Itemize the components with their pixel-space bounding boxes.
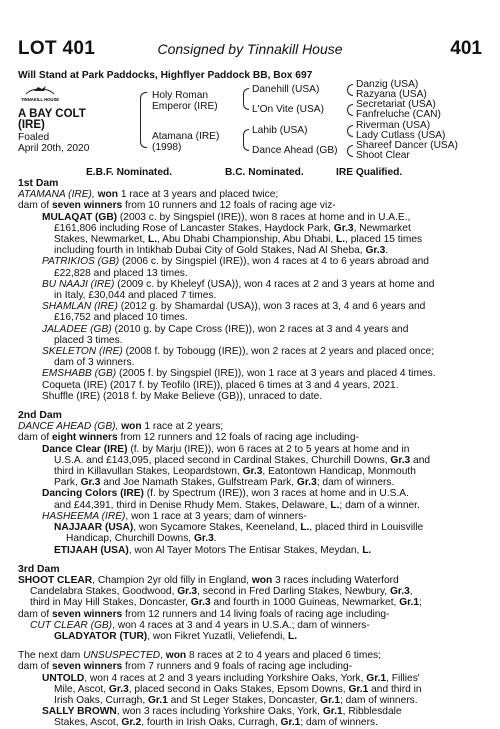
bracket-ss: [347, 84, 353, 96]
section-title-first-dam: 1st Dam: [18, 178, 59, 189]
produce-sally-brown-cont: Stakes, Ascot, Gr.2, fourth in Irish Oaks, Curragh, Gr.1; dam of winners.: [54, 717, 378, 729]
tinnakill-house-logo: [20, 84, 60, 104]
produce-untold-cont: Irish Oaks, Curragh, Gr.1 and St Leger Stakes, Doncaster, Gr.1; dam of winners.: [54, 694, 418, 706]
foaled-label: Foaled: [18, 132, 50, 143]
ped-sdd: Fanfreluche (CAN): [356, 109, 441, 120]
produce-cut-clear: CUT CLEAR (GB), won 4 races at 3 and 4 years in U.S.A.; dam of winners-: [30, 619, 370, 631]
produce-patrikios-cont: £22,828 and placed 13 times.: [54, 267, 188, 279]
produce-etijaah: ETIJAAH (USA), won Al Tayer Motors The Entisar Stakes, Meydan, L.: [54, 544, 372, 556]
qualification-bc: B.C. Nominated.: [225, 167, 304, 178]
ped-sss: Danzig (USA): [356, 79, 419, 90]
sire-name: Holy Roman: [152, 90, 209, 101]
sire-dam-bracket: [140, 92, 147, 148]
produce-untold-cont: Mile, Ascot, Gr.3, placed second in Oaks Stakes, Epsom Downs, Gr.1 and third in: [54, 683, 422, 695]
produce-mulaqat-cont: Stakes, Newmarket, L., Abu Dhabi Championship, Abu Dhabi, L., placed 15 times: [54, 234, 423, 246]
ped-ssd: Razyana (USA): [356, 89, 427, 100]
third-dam-line-cont: Candelabra Stakes, Goodwood, Gr.3, second in Fred Darling Stakes, Newbury, Gr.3,: [30, 586, 413, 598]
produce-dance-clear-cont: Park, Gr.3 and Joe Namath Stakes, Gulfstream Park, Gr.3; dam of winners.: [54, 477, 395, 489]
horse-title: A BAY COLT: [18, 108, 86, 120]
stand-location: Will Stand at Park Paddocks, Highflyer Paddock BB, Box 697: [18, 70, 313, 81]
sire-dam: L'On Vite (USA): [252, 104, 324, 115]
page-number: 401: [450, 38, 482, 59]
dam-bracket: [243, 129, 249, 151]
ped-ddd: Shoot Clear: [356, 150, 410, 161]
produce-record: [18, 178, 484, 729]
produce-jaladee: JALADEE (GB) (2010 g. by Cape Cross (IRE)), won 2 races at 3 and 4 years and: [42, 323, 409, 335]
qualification-ebf: E.B.F. Nominated.: [86, 167, 173, 178]
section-title-second-dam: 2nd Dam: [18, 410, 62, 422]
dam-dam: Dance Ahead (GB): [252, 145, 338, 156]
ped-dss: Riverman (USA): [356, 120, 431, 131]
produce-skeleton: SKELETON (IRE) (2008 f. by Tobougg (IRE)), won 2 races at 2 years and placed once;: [42, 346, 435, 358]
produce-bu-naaji: BU NAAJI (IRE) (2009 c. by Kheleyf (USA)), won 4 races at 2 and 3 years at home and: [42, 278, 435, 290]
bracket-sd: [347, 104, 353, 116]
second-dam-produce-summary: dam of eight winners from 12 runners and 12 foals of racing age including-: [18, 432, 359, 444]
section-title-third-dam: 3rd Dam: [18, 563, 60, 575]
ped-dsd: Lady Cutlass (USA): [356, 130, 446, 141]
bracket-dd: [347, 145, 353, 157]
dam-sire: Lahib (USA): [252, 125, 308, 136]
third-dam-produce-summary: dam of seven winners from 12 runners and 14 living foals of racing age including-: [18, 608, 390, 620]
sire-name-line2: Emperor (IRE): [152, 101, 218, 112]
fourth-dam-produce-summary: dam of seven winners from 7 runners and 9 foals of racing age including-: [18, 661, 353, 673]
sire-bracket: [243, 88, 249, 110]
produce-dance-clear: Dance Clear (IRE) (f. by Marju (IRE)), won 6 races at 2 to 5 years at home and in: [42, 443, 410, 455]
pedigree-block: [18, 79, 482, 164]
produce-patrikios: PATRIKIOS (GB) (2006 c. by Singspiel (IRE)), won 4 races at 4 to 6 years abroad and: [42, 256, 429, 268]
horse-country: (IRE): [18, 119, 45, 131]
produce-dancing-colors-cont: and £44,391, third in Denise Rhudy Mem. Stakes, Delaware, L.; dam of a winner.: [54, 499, 420, 511]
produce-mulaqat: MULAQAT (GB) (2003 c. by Singspiel (IRE)), won 8 races at home and in U.A.E.,: [42, 211, 411, 223]
consignor-line: Consigned by Tinnakill House: [157, 41, 343, 57]
ped-sds: Secretariat (USA): [356, 99, 436, 110]
third-dam-line: SHOOT CLEAR, Champion 2yr old filly in England, won 3 races including Waterford: [18, 574, 399, 586]
produce-jaladee-cont: placed 3 times.: [54, 334, 123, 346]
fourth-dam-line: The next dam UNSUSPECTED, won 8 races at 2 to 4 years and placed 6 times;: [18, 650, 381, 662]
produce-sally-brown: SALLY BROWN, won 3 races including Yorkshire Oaks, York, Gr.1, Ribblesdale: [42, 706, 402, 718]
first-dam-produce-summary: dam of seven winners from 10 runners and 12 foals of racing age viz-: [18, 200, 336, 212]
produce-dance-clear-cont: third in Killavullan Stakes, Leopardstown, Gr.3, Eatontown Handicap, Monmouth: [54, 466, 416, 478]
produce-shamlan: SHAMLAN (IRE) (2012 g. by Shamardal (USA)), won 3 races at 3, 4 and 6 years and: [42, 301, 426, 313]
produce-dance-clear-cont: U.S.A. and £143,095, placed second in Cardinal Stakes, Churchill Downs, Gr.3 and: [54, 454, 431, 466]
produce-gladyator: GLADYATOR (TUR), won Fikret Yuzatli, Veliefendi, L.: [54, 630, 298, 642]
foaled-date: April 20th, 2020: [18, 143, 90, 154]
svg-text:TINNAKILL HOUSE: TINNAKILL HOUSE: [20, 97, 60, 102]
dam-name: Atamana (IRE): [152, 131, 220, 142]
produce-hasheema: HASHEEMA (IRE), won 1 race at 3 years; dam of winners-: [42, 510, 307, 522]
produce-emshabb: EMSHABB (GB) (2005 f. by Singspiel (IRE)), won 1 race at 3 years and placed 4 times.: [42, 368, 436, 380]
sire-sire: Danehill (USA): [252, 84, 320, 95]
lot-label: LOT 401: [18, 38, 96, 59]
produce-shamlan-cont: £16,752 and placed 10 times.: [54, 312, 188, 324]
produce-coqueta: Coqueta (IRE) (2017 f. by Teofilo (IRE)), placed 6 times at 3 and 4 years, 2021.: [42, 379, 399, 391]
produce-shuffle: Shuffle (IRE) (2018 f. by Make Believe (GB)), unraced to date.: [42, 390, 323, 402]
ped-dds: Shareef Dancer (USA): [356, 140, 458, 151]
produce-bu-naaji-cont: in Italy, £30,044 and placed 7 times.: [54, 290, 217, 302]
dam-year: (1998): [152, 142, 182, 153]
produce-dancing-colors: Dancing Colors (IRE) (f. by Spectrum (IRE)), won 3 races at home and in U.S.A.: [42, 488, 409, 500]
produce-najjaar: NAJJAAR (USA), won Sycamore Stakes, Keeneland, L., placed third in Louisville: [54, 522, 424, 534]
bracket-ds: [347, 125, 353, 137]
produce-mulaqat-cont: £161,806 including Rose of Lancaster Stakes, Haydock Park, Gr.3, Newmarket: [54, 222, 411, 234]
page-header: [18, 38, 482, 62]
qualification-ire: IRE Qualified.: [336, 167, 403, 178]
produce-najjaar-cont: Handicap, Churchill Downs, Gr.3.: [66, 533, 217, 545]
second-dam-line: DANCE AHEAD (GB), won 1 race at 2 years;: [18, 421, 224, 433]
produce-mulaqat-cont: including fourth in Intikhab Dubai City of Gold Stakes, Nad Al Sheba, Gr.3.: [54, 245, 389, 257]
produce-untold: UNTOLD, won 4 races at 2 and 3 years including Yorkshire Oaks, York, Gr.1, Fillies': [42, 672, 420, 684]
produce-skeleton-cont: dam of 3 winners.: [54, 357, 135, 369]
third-dam-line-cont: third in May Hill Stakes, Doncaster, Gr.3 and fourth in 1000 Guineas, Newmarket, Gr.1;: [30, 597, 422, 609]
first-dam-line: ATAMANA (IRE), won 1 race at 3 years and placed twice;: [18, 189, 279, 201]
